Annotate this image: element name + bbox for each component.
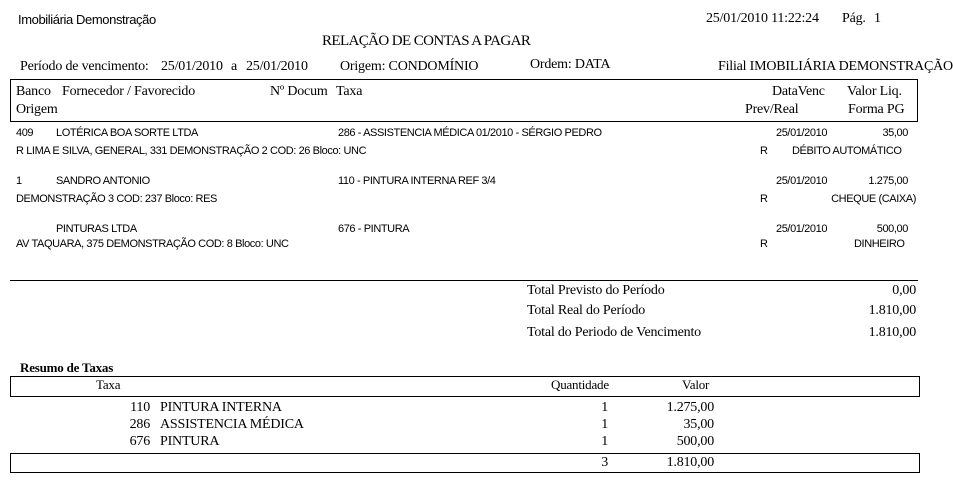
entry-prev-real: R	[760, 238, 768, 250]
total-periodo-label: Total do Periodo de Vencimento	[527, 325, 701, 340]
entry-taxa: 286 - ASSISTENCIA MÉDICA 01/2010 - SÉRGIO PEDRO	[338, 127, 602, 139]
col-taxa: Taxa	[336, 84, 363, 99]
col-fornecedor: Fornecedor / Favorecido	[62, 84, 196, 99]
summary-value: 500,00	[676, 434, 714, 449]
total-previsto-label: Total Previsto do Período	[527, 283, 665, 298]
summary-qty: 1	[601, 417, 608, 432]
summary-name: PINTURA INTERNA	[160, 400, 282, 415]
summary-code: 286	[129, 417, 150, 432]
summary-title: Resumo de Taxas	[20, 360, 114, 375]
summary-value: 1.275,00	[666, 400, 714, 415]
entry-valor: 500,00	[876, 223, 908, 235]
ordem-filter: Ordem: DATA	[530, 57, 611, 72]
entry-fornecedor: SANDRO ANTONIO	[56, 175, 150, 187]
entry-datavenc: 25/01/2010	[776, 223, 828, 235]
entry-origem: DEMONSTRAÇÃO 3 COD: 237 Bloco: RES	[16, 193, 217, 205]
entry-datavenc: 25/01/2010	[776, 175, 828, 187]
summary-total-box	[10, 453, 920, 473]
summary-col-taxa: Taxa	[96, 377, 121, 392]
summary-name: PINTURA	[160, 434, 220, 449]
col-origem: Origem	[16, 102, 58, 117]
col-ndocum: Nº Docum	[270, 84, 328, 99]
entry-banco: 1	[16, 175, 22, 187]
entry-prev-real: R	[760, 193, 768, 205]
entry-valor: 1.275,00	[868, 175, 908, 187]
page-label: Pág.	[842, 11, 866, 26]
total-real-label: Total Real do Período	[527, 303, 646, 318]
entry-forma-pg: CHEQUE (CAIXA)	[831, 193, 916, 205]
entry-fornecedor: PINTURAS LTDA	[56, 223, 137, 235]
col-datavenc: DataVenc	[772, 84, 825, 99]
summary-name: ASSISTENCIA MÉDICA	[160, 417, 304, 432]
summary-total-qty: 3	[601, 455, 608, 470]
period-separator: a	[231, 59, 238, 74]
total-previsto-value: 0,00	[892, 283, 916, 298]
entry-taxa: 110 - PINTURA INTERNA REF 3/4	[338, 175, 496, 187]
entry-origem: R LIMA E SILVA, GENERAL, 331 DEMONSTRAÇÃO 2 COD: 26 Bloco: UNC	[16, 145, 367, 157]
summary-col-valor: Valor	[682, 377, 710, 392]
summary-qty: 1	[601, 400, 608, 415]
origem-filter: Origem: CONDOMÍNIO	[340, 59, 479, 74]
summary-code: 110	[130, 400, 150, 415]
period-end: 25/01/2010	[246, 59, 308, 74]
entry-datavenc: 25/01/2010	[776, 127, 828, 139]
entry-prev-real: R	[760, 145, 768, 157]
summary-total-value: 1.810,00	[666, 455, 714, 470]
entry-banco: 409	[16, 127, 34, 139]
page-number: 1	[874, 11, 881, 26]
col-prev-real: Prev/Real	[745, 102, 799, 117]
summary-qty: 1	[601, 434, 608, 449]
entry-forma-pg: DINHEIRO	[854, 238, 905, 250]
summary-header-box	[10, 376, 920, 397]
totals-divider	[10, 280, 918, 281]
company-name: Imobiliária Demonstração	[18, 12, 156, 27]
period-start: 25/01/2010	[161, 59, 223, 74]
period-label: Período de vencimento:	[20, 59, 149, 74]
total-periodo-value: 1.810,00	[868, 325, 916, 340]
col-valor-liq: Valor Liq.	[847, 84, 902, 99]
col-forma-pg: Forma PG	[848, 102, 905, 117]
col-banco: Banco	[16, 84, 51, 99]
filial-filter: Filial IMOBILIÁRIA DEMONSTRAÇÃO	[718, 59, 953, 74]
entry-fornecedor: LOTÉRICA BOA SORTE LTDA	[56, 127, 198, 139]
entry-forma-pg: DÉBITO AUTOMÁTICO	[792, 145, 902, 157]
entry-origem: AV TAQUARA, 375 DEMONSTRAÇÃO COD: 8 Bloco: UNC	[16, 238, 289, 250]
summary-code: 676	[129, 434, 150, 449]
total-real-value: 1.810,00	[868, 303, 916, 318]
summary-col-quantidade: Quantidade	[551, 377, 609, 392]
report-title: RELAÇÃO DE CONTAS A PAGAR	[322, 33, 531, 49]
summary-value: 35,00	[683, 417, 714, 432]
report-datetime: 25/01/2010 11:22:24	[706, 11, 819, 26]
entry-taxa: 676 - PINTURA	[338, 223, 410, 235]
entry-valor: 35,00	[882, 127, 908, 139]
